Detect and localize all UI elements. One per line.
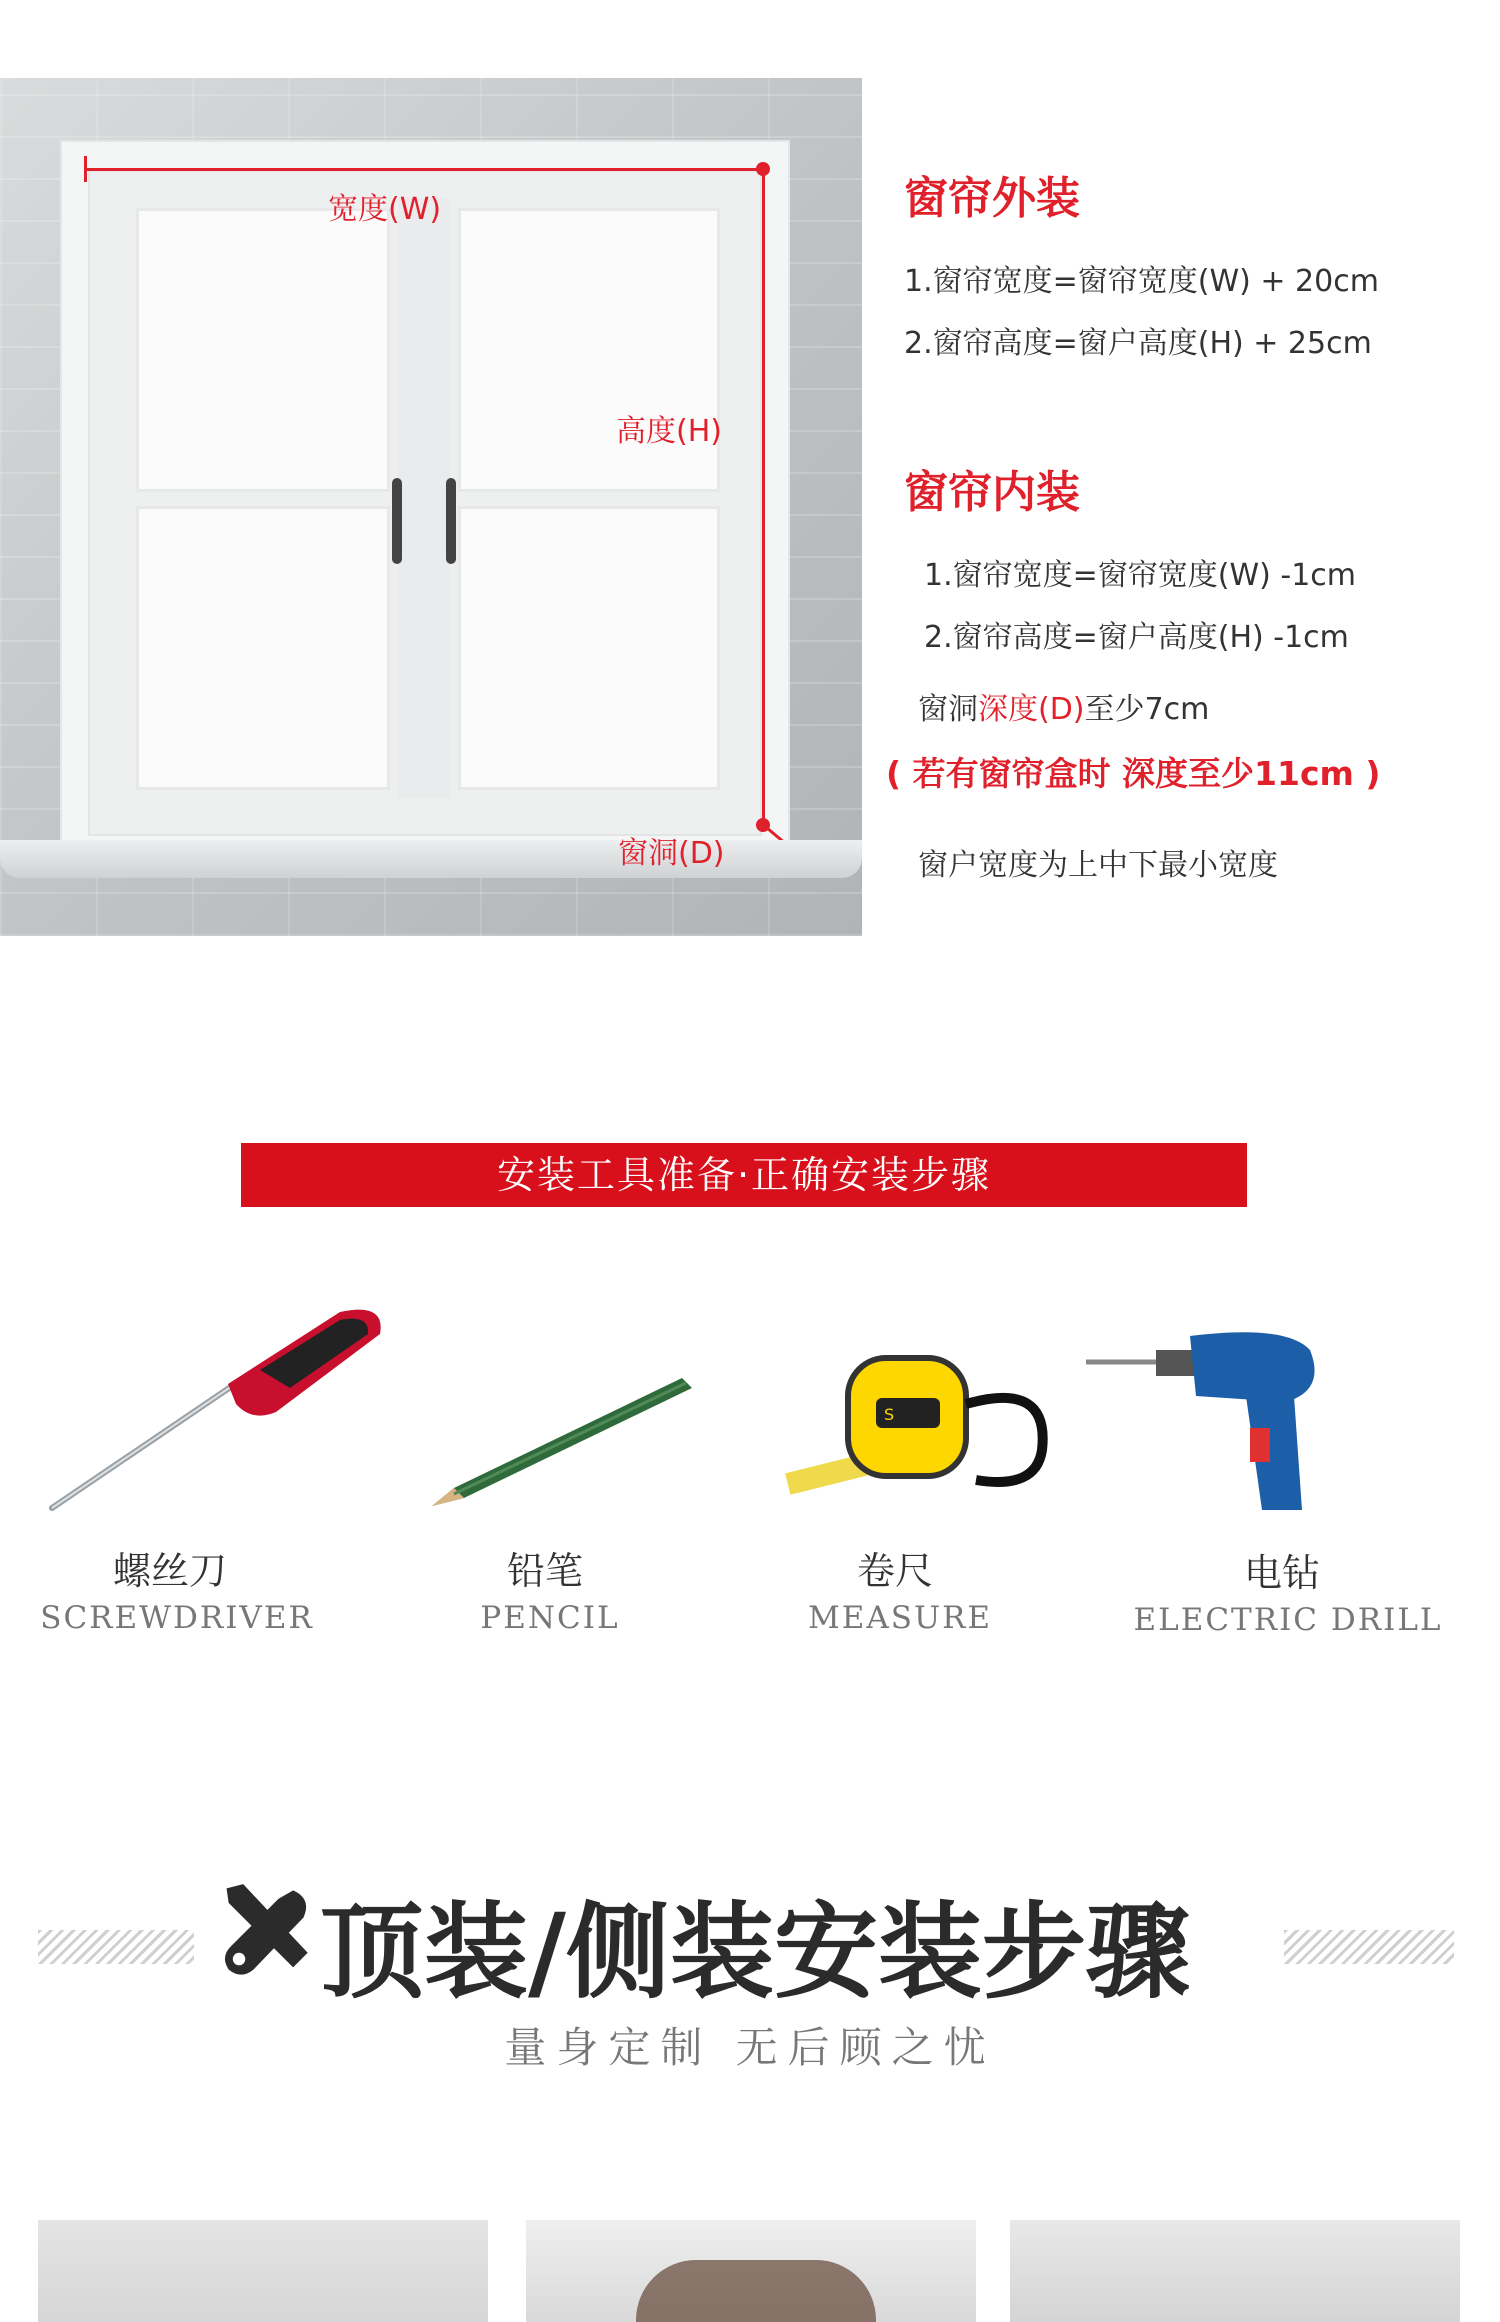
outside-mount-height-formula: 2.窗帘高度=窗户高度(H) + 25cm — [904, 326, 1372, 361]
tools-cross-icon — [212, 1880, 316, 1984]
depth-prefix: 窗洞 — [918, 692, 978, 727]
right-glass-lower — [458, 506, 720, 790]
title-hatch-left — [38, 1930, 194, 1964]
inside-mount-depth-requirement — [918, 684, 1209, 728]
step-photo-3 — [1010, 2220, 1460, 2322]
step-photo-2 — [526, 2220, 976, 2322]
inside-mount-width-formula: 1.窗帘宽度=窗帘宽度(W) -1cm — [924, 558, 1356, 593]
height-dimension-line — [762, 168, 765, 826]
depth-highlight: 深度(D) — [978, 692, 1085, 727]
outside-mount-title: 窗帘外装 — [904, 173, 1080, 224]
steps-title — [320, 1868, 1390, 2018]
tool-screwdriver-en: SCREWDRIVER — [40, 1600, 314, 1636]
steps-subtitle: 量身定制 无后顾之忧 — [504, 2023, 996, 2072]
pencil-icon — [430, 1370, 700, 1510]
outside-mount-width-formula: 1.窗帘宽度=窗帘宽度(W) + 20cm — [904, 264, 1379, 299]
window-sill — [0, 840, 862, 878]
window-width-note: 窗户宽度为上中下最小宽度 — [918, 848, 1278, 883]
bracket-shape — [636, 2260, 876, 2322]
width-dimension-line — [84, 168, 764, 171]
tool-pencil-en: PENCIL — [480, 1600, 620, 1636]
right-handle — [446, 478, 456, 564]
inside-mount-height-formula: 2.窗帘高度=窗户高度(H) -1cm — [924, 620, 1349, 655]
depth-label: 窗洞(D) — [618, 836, 725, 871]
width-dimension-tick — [84, 156, 87, 182]
tool-drill-en: ELECTRIC DRILL — [1133, 1602, 1443, 1638]
screwdriver-icon — [40, 1300, 400, 1520]
measure-icon — [780, 1340, 1060, 1520]
step-photo-1 — [38, 2220, 488, 2322]
center-mullion — [398, 198, 450, 798]
left-handle — [392, 478, 402, 564]
tool-measure-en: MEASURE — [807, 1600, 993, 1636]
curtain-box-note: ( 若有窗帘盒时 深度至少11cm ) — [886, 754, 1381, 793]
tool-measure-cn: 卷尺 — [856, 1549, 933, 1593]
tools-banner: 安装工具准备·正确安装步骤 — [241, 1143, 1247, 1207]
tool-drill-cn: 电钻 — [1243, 1551, 1320, 1595]
svg-text:S: S — [884, 1405, 895, 1424]
left-glass-upper — [136, 208, 390, 492]
depth-suffix: 至少7cm — [1084, 692, 1210, 727]
height-label: 高度(H) — [616, 414, 722, 449]
tool-pencil-cn: 铅笔 — [506, 1549, 583, 1593]
tool-screwdriver-cn: 螺丝刀 — [112, 1549, 227, 1593]
width-label: 宽度(W) — [328, 192, 442, 227]
inside-mount-title: 窗帘内装 — [904, 467, 1080, 518]
steps-title-text: 顶装/侧装安装步骤 — [320, 1891, 1190, 2013]
electric-drill-icon — [1086, 1330, 1336, 1530]
left-glass-lower — [136, 506, 390, 790]
